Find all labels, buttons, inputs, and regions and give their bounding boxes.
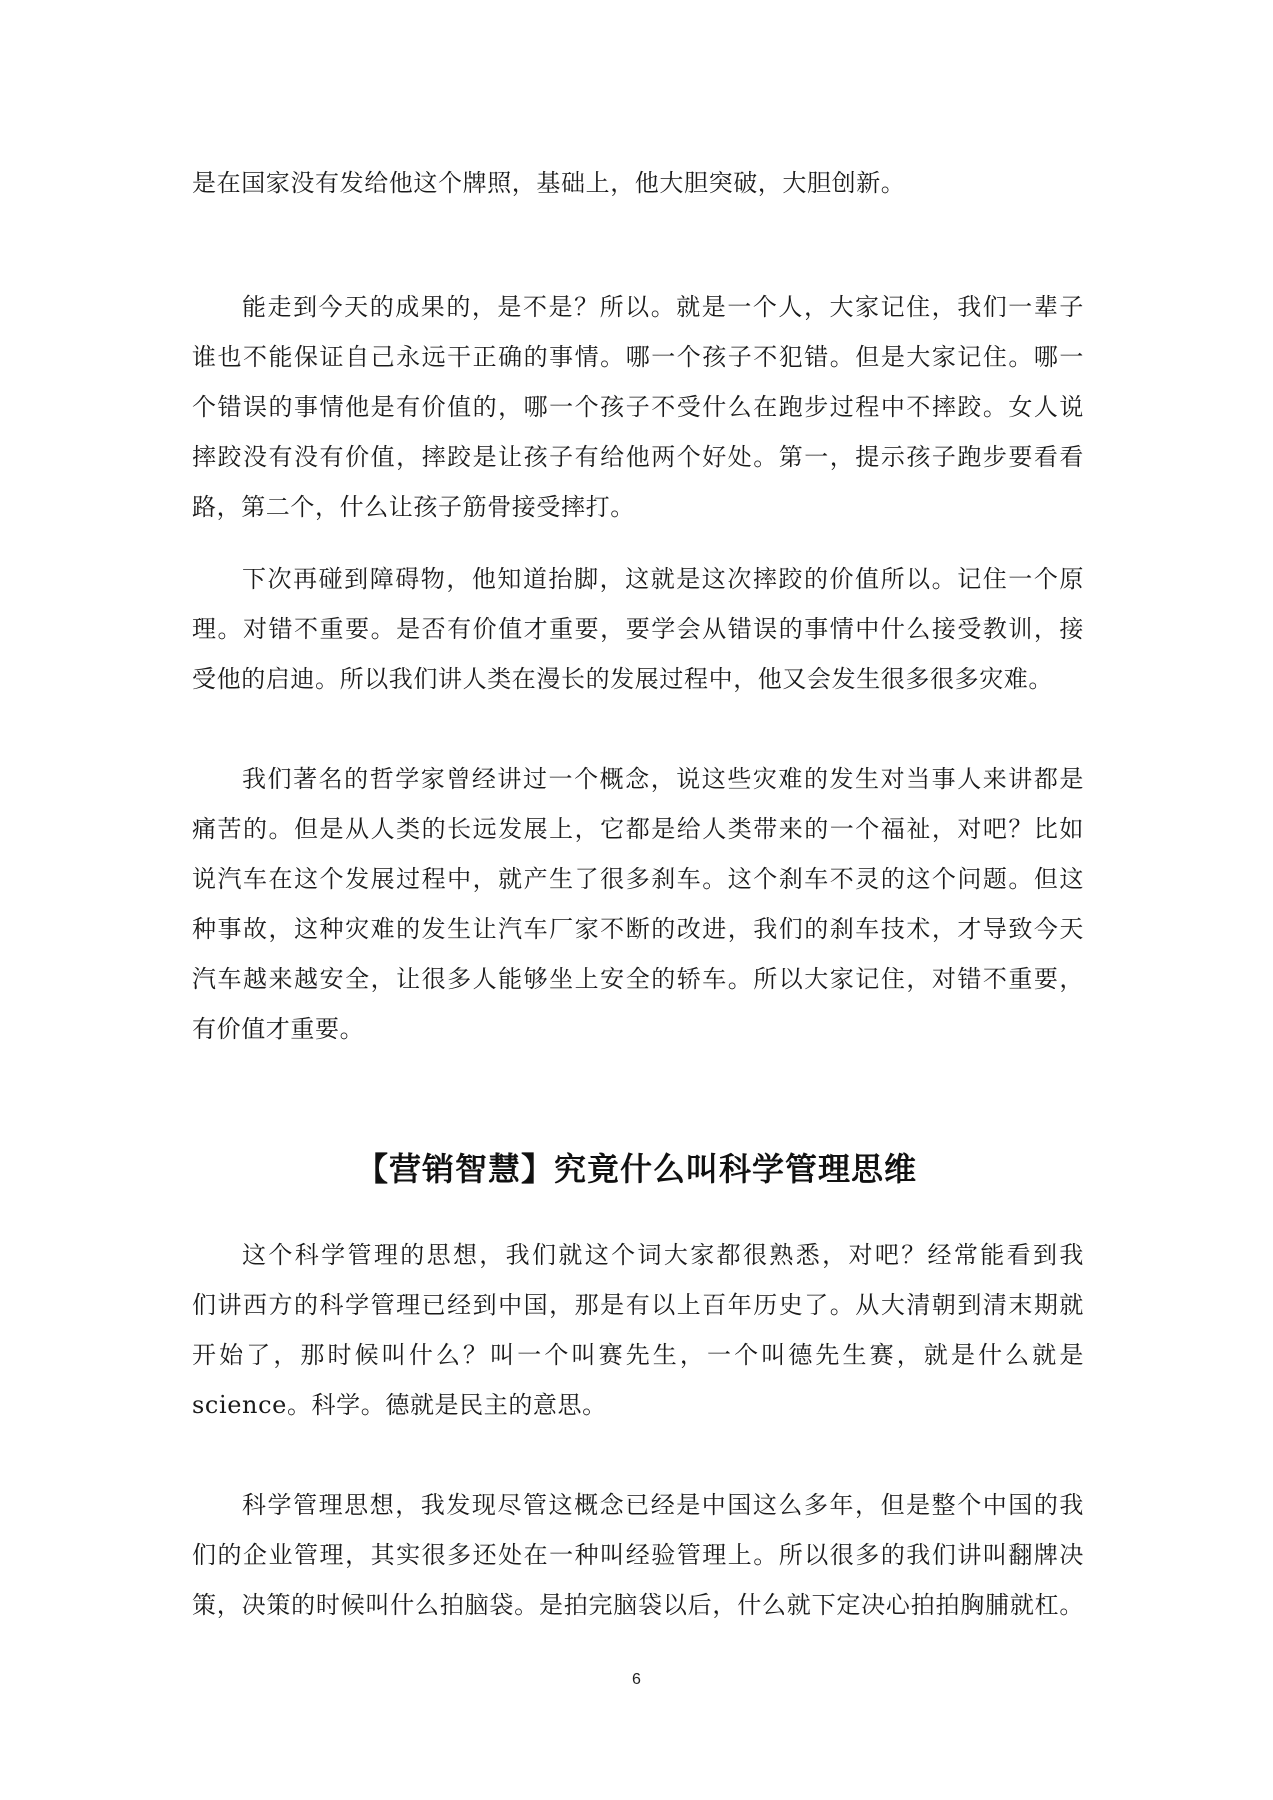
text-line: 科学管理思想，我发现尽管这概念已经是中国这么多年，但是整个中国的我 [242,1491,1084,1519]
paragraph-experience-management [192,1480,1084,1630]
text-line: 能走到今天的成果的，是不是？所以。就是一个人，大家记住，我们一辈子 [242,293,1084,321]
section-heading: 【营销智慧】究竟什么叫科学管理思维 [355,1150,917,1188]
text-line: science。科学。德就是民主的意思。 [192,1391,607,1419]
text-line: 说汽车在这个发展过程中，就产生了很多刹车。这个刹车不灵的这个问题。但这 [192,865,1084,893]
text-line: 这个科学管理的思想，我们就这个词大家都很熟悉，对吧？经常能看到我 [242,1241,1084,1269]
paragraph-mistakes [192,282,1084,532]
paragraph-continuation [192,158,1084,208]
text-line: 个错误的事情他是有价值的，哪一个孩子不受什么在跑步过程中不摔跤。女人说 [192,393,1084,421]
text-line: 们的企业管理，其实很多还处在一种叫经验管理上。所以很多的我们讲叫翻牌决 [192,1541,1084,1569]
text-line: 摔跤没有没有价值，摔跤是让孩子有给他两个好处。第一，提示孩子跑步要看看 [192,443,1084,471]
text-line: 开始了，那时候叫什么？叫一个叫赛先生，一个叫德先生赛，就是什么就是 [192,1341,1084,1369]
text-line: 策，决策的时候叫什么拍脑袋。是拍完脑袋以后，什么就下定决心拍拍胸脯就杠。 [192,1591,1084,1619]
page-number: 6 [632,1671,641,1688]
text-line: 是在国家没有发给他这个牌照，基础上，他大胆突破，大胆创新。 [192,169,906,197]
text-line: 理。对错不重要。是否有价值才重要，要学会从错误的事情中什么接受教训，接 [192,615,1084,643]
text-line: 们讲西方的科学管理已经到中国，那是有以上百年历史了。从大清朝到清末期就 [192,1291,1084,1319]
text-line: 有价值才重要。 [192,1015,365,1043]
text-line: 我们著名的哲学家曾经讲过一个概念，说这些灾难的发生对当事人来讲都是 [242,765,1084,793]
paragraph-philosopher [192,754,1084,1054]
paragraph-scientific-management [192,1230,1084,1430]
text-line: 种事故，这种灾难的发生让汽车厂家不断的改进，我们的刹车技术，才导致今天 [192,915,1084,943]
text-line: 谁也不能保证自己永远干正确的事情。哪一个孩子不犯错。但是大家记住。哪一 [192,343,1084,371]
text-line: 下次再碰到障碍物，他知道抬脚，这就是这次摔跤的价值所以。记住一个原 [242,565,1084,593]
text-line: 痛苦的。但是从人类的长远发展上，它都是给人类带来的一个福祉，对吧？比如 [192,815,1084,843]
text-line: 路，第二个，什么让孩子筋骨接受摔打。 [192,493,635,521]
text-line: 受他的启迪。所以我们讲人类在漫长的发展过程中，他又会发生很多很多灾难。 [192,665,1053,693]
paragraph-principle [192,554,1084,704]
text-line: 汽车越来越安全，让很多人能够坐上安全的轿车。所以大家记住，对错不重要， [192,965,1084,993]
